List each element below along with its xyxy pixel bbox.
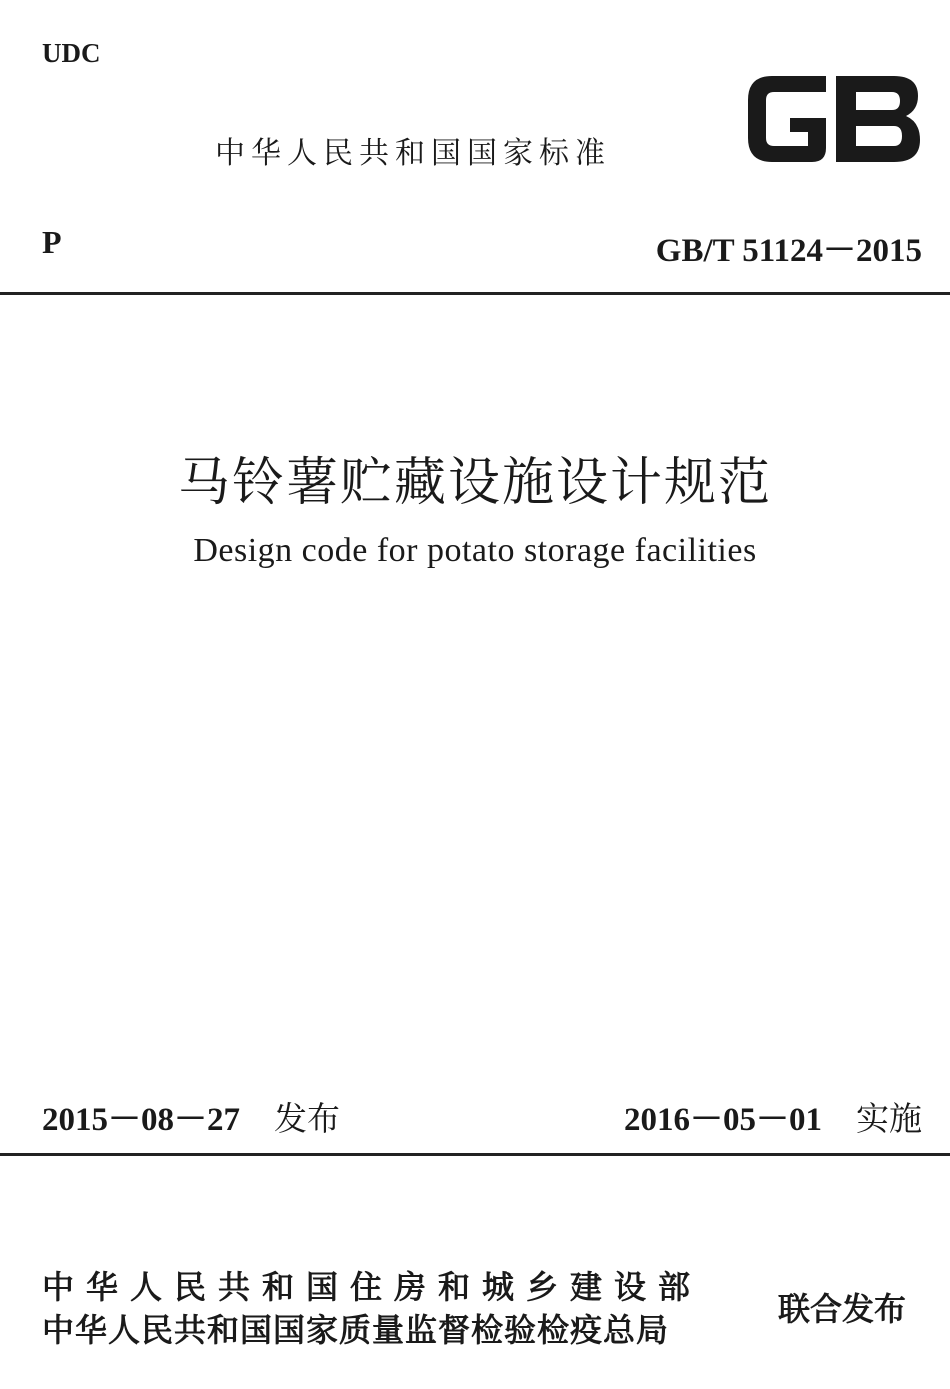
implement-date: 2016－05－01 xyxy=(624,1102,822,1138)
title-chinese: 马铃薯贮藏设施设计规范 xyxy=(177,453,772,513)
publish-date: 2015－08－27 xyxy=(42,1102,240,1138)
bottom-divider xyxy=(0,1153,950,1156)
implement-line xyxy=(624,1093,922,1140)
joint-issue-label: 联合发布 xyxy=(778,1290,907,1328)
category-code: P xyxy=(42,224,62,260)
issuer-ministry-housing: 中华人民共和国住房和城乡建设部 xyxy=(42,1268,703,1306)
standard-type: 中华人民共和国国家标准 xyxy=(215,136,611,171)
gb-logo-b-shape xyxy=(836,76,920,162)
top-divider xyxy=(0,292,950,295)
issuer-aqsiq: 中华人民共和国国家质量监督检验检疫总局 xyxy=(42,1311,670,1349)
gb-logo xyxy=(742,70,924,168)
implement-label: 实施 xyxy=(856,1099,922,1138)
udc-label: UDC xyxy=(42,38,101,68)
publish-label: 发布 xyxy=(274,1099,340,1138)
standard-code: GB/T 51124－2015 xyxy=(655,233,922,269)
title-english: Design code for potato storage facilities xyxy=(193,532,757,569)
publish-line xyxy=(42,1093,340,1140)
